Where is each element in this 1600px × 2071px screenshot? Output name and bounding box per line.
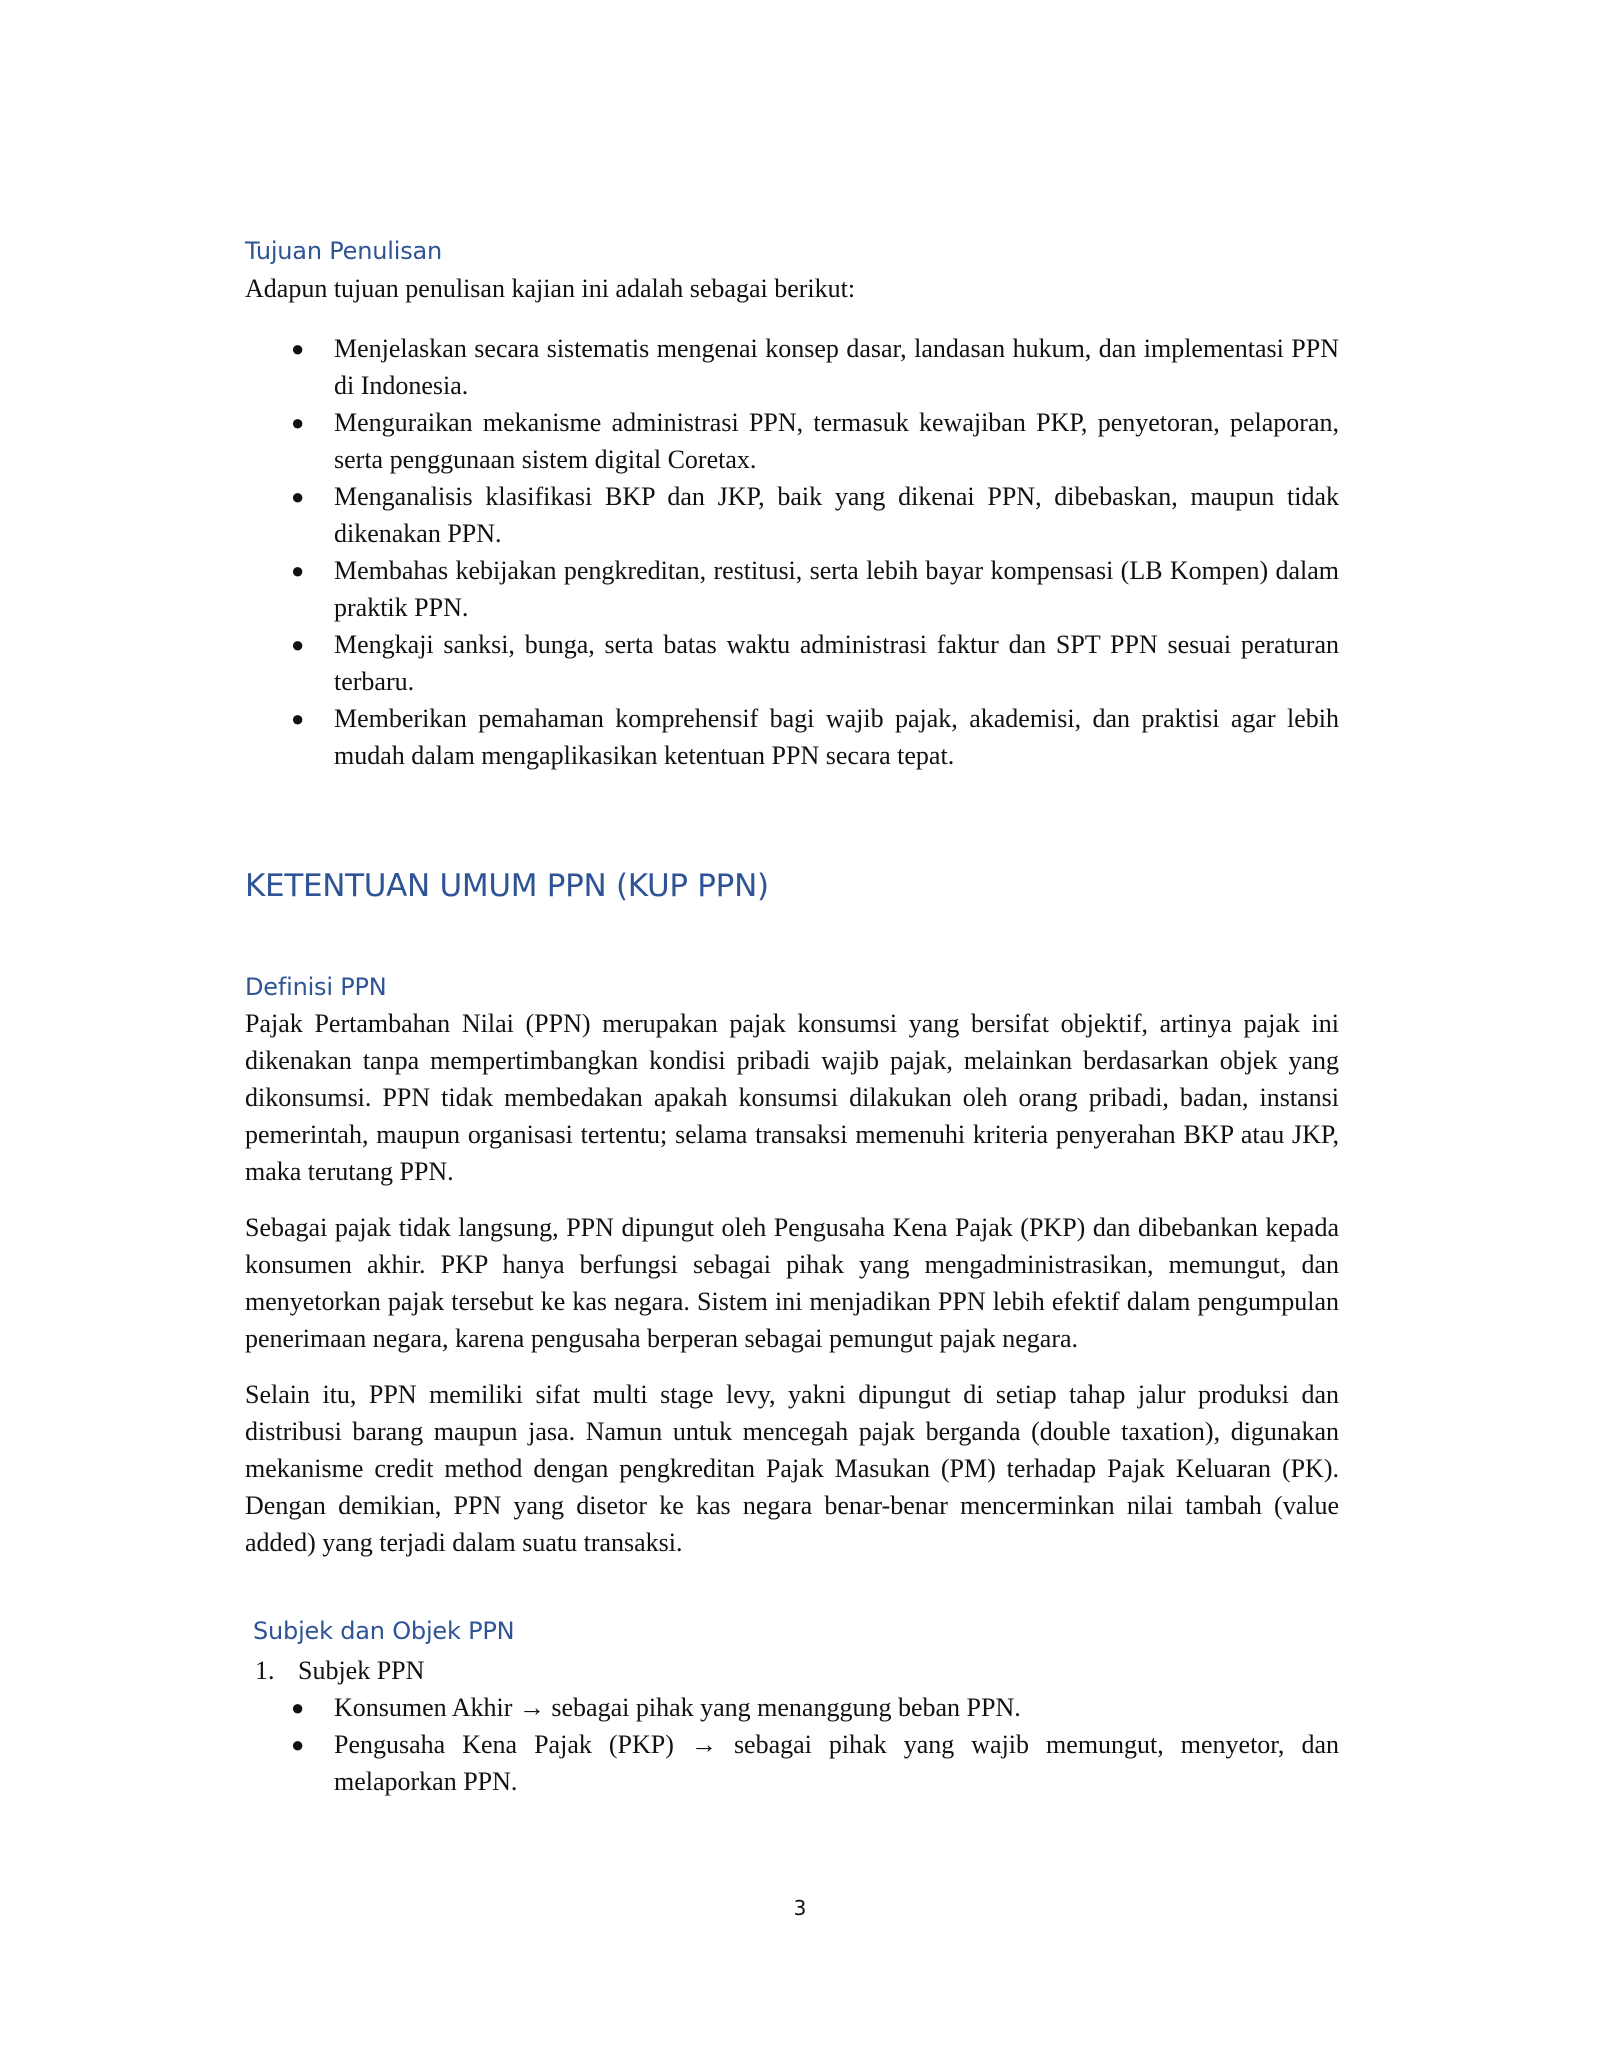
list-item-text: Pengusaha Kena Pajak (PKP) → sebagai pihak yang wajib memungut, menyetor, dan melaporkan PPN.	[334, 1730, 1339, 1796]
list-item	[245, 1689, 1339, 1726]
section-ketentuan-umum	[245, 866, 1339, 906]
section-heading: Definisi PPN	[245, 973, 387, 1001]
section-heading: Subjek dan Objek PPN	[253, 1617, 515, 1645]
list-item	[245, 330, 1339, 404]
definisi-paragraph-2: Sebagai pajak tidak langsung, PPN dipungut oleh Pengusaha Kena Pajak (PKP) dan dibebankan kepada konsumen akhir. PKP hanya berfungsi sebagai pihak yang mengadministrasikan, memungut, dan menyetorkan pajak tersebut ke kas negara. Sistem ini menjadikan PPN lebih efektif dalam pengumpulan penerimaan negara, karena pengusaha berperan sebagai pemungut pajak negara.	[245, 1213, 1339, 1353]
bullet-icon: ●	[291, 410, 305, 435]
numbered-item-label: Subjek PPN	[298, 1656, 425, 1685]
list-item-text: Mengkaji sanksi, bunga, serta batas waktu administrasi faktur dan SPT PPN sesuai peraturan terbaru.	[334, 630, 1339, 696]
bullet-icon: ●	[291, 1732, 305, 1757]
list-item	[245, 700, 1339, 774]
bullet-icon: ●	[291, 706, 305, 731]
list-item	[245, 1726, 1339, 1800]
list-item	[245, 478, 1339, 552]
list-item	[245, 404, 1339, 478]
chapter-heading: KETENTUAN UMUM PPN (KUP PPN)	[245, 868, 769, 904]
definisi-paragraph-3: Selain itu, PPN memiliki sifat multi stage levy, yakni dipungut di setiap tahap jalur produksi dan distribusi barang maupun jasa. Namun untuk mencegah pajak berganda (double taxation), digunakan mekanisme credit method dengan pengkreditan Pajak Masukan (PM) terhadap Pajak Keluaran (PK). Dengan demikian, PPN yang disetor ke kas negara benar-benar mencerminkan nilai tambah (value added) yang terjadi dalam suatu transaksi.	[245, 1380, 1339, 1557]
section-subjek-objek-ppn	[245, 1616, 1339, 1800]
bullet-icon: ●	[291, 484, 305, 509]
intro-paragraph: Adapun tujuan penulisan kajian ini adalah sebagai berikut:	[245, 274, 856, 303]
list-item-text: Membahas kebijakan pengkreditan, restitusi, serta lebih bayar kompensasi (LB Kompen) dalam praktik PPN.	[334, 556, 1339, 622]
bullet-icon: ●	[291, 632, 305, 657]
bullet-icon: ●	[291, 336, 305, 361]
tujuan-bullet-list	[245, 330, 1339, 774]
list-item-text: Konsumen Akhir → sebagai pihak yang menanggung beban PPN.	[334, 1693, 1021, 1722]
bullet-icon: ●	[291, 1695, 305, 1720]
page-number: 3	[793, 1896, 807, 1920]
definisi-paragraph-1: Pajak Pertambahan Nilai (PPN) merupakan pajak konsumsi yang bersifat objektif, artinya pajak ini dikenakan tanpa mempertimbangkan kondisi pribadi wajib pajak, melainkan berdasarkan objek yang dikonsumsi. PPN tidak membedakan apakah konsumsi dilakukan oleh orang pribadi, badan, instansi pemerintah, maupun organisasi tertentu; selama transaksi memenuhi kriteria penyerahan BKP atau JKP, maka terutang PPN.	[245, 1009, 1339, 1186]
list-item-text: Menjelaskan secara sistematis mengenai konsep dasar, landasan hukum, dan implementasi PPN di Indonesia.	[334, 334, 1339, 400]
list-item	[245, 552, 1339, 626]
bullet-icon: ●	[291, 558, 305, 583]
section-tujuan-penulisan	[245, 236, 1339, 307]
subjek-bullet-list	[245, 1689, 1339, 1800]
section-definisi-ppn	[245, 972, 1339, 1561]
numbered-item	[245, 1652, 1339, 1689]
list-number: 1.	[255, 1656, 275, 1685]
list-item-text: Memberikan pemahaman komprehensif bagi wajib pajak, akademisi, dan praktisi agar lebih mudah dalam mengaplikasikan ketentuan PPN secara tepat.	[334, 704, 1339, 770]
list-item-text: Menganalisis klasifikasi BKP dan JKP, baik yang dikenai PPN, dibebaskan, maupun tidak dikenakan PPN.	[334, 482, 1339, 548]
list-item	[245, 626, 1339, 700]
section-heading: Tujuan Penulisan	[245, 237, 443, 265]
list-item-text: Menguraikan mekanisme administrasi PPN, termasuk kewajiban PKP, penyetoran, pelaporan, serta penggunaan sistem digital Coretax.	[334, 408, 1339, 474]
